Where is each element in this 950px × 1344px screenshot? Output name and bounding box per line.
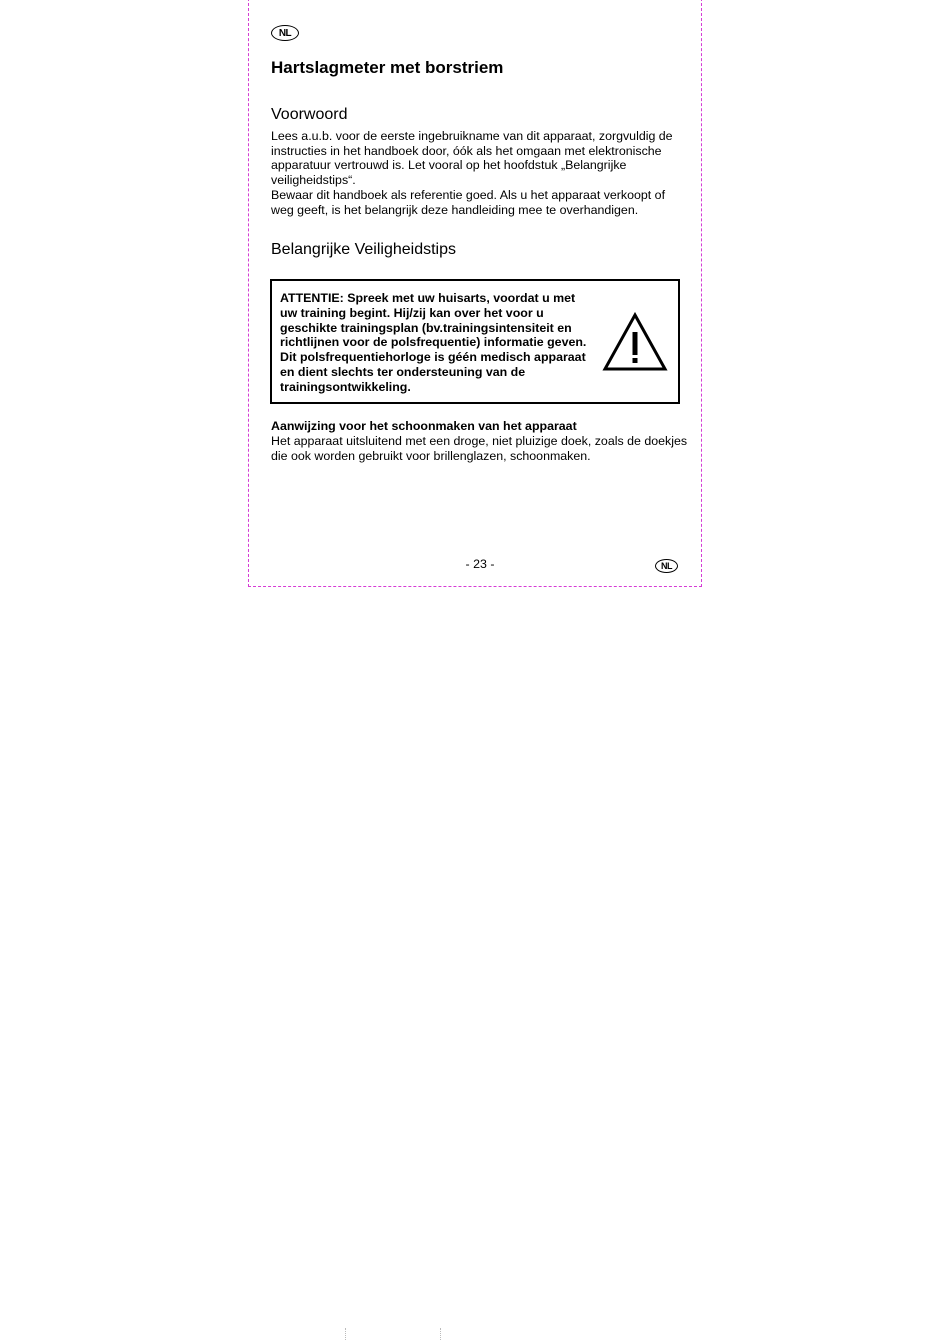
safety-heading: Belangrijke Veiligheidstips — [271, 241, 456, 258]
language-badge-bottom: NL — [655, 559, 678, 573]
page-number: - 23 - — [465, 557, 495, 571]
voorwoord-heading: Voorwoord — [271, 106, 348, 123]
voorwoord-paragraph-2: Bewaar dit handboek als referentie goed. Als u het apparaat verkoopt of weg geeft, is het belangrijk deze handleiding mee te overhandigen. — [271, 188, 666, 217]
warning-text: ATTENTIE: Spreek met uw huisarts, voordat u met uw training begint. Hij/zij kan over het voor u geschikte trainingsplan (bv.trainingsintensiteit en richtlijnen voor de polsfrequentie) informatie geven. Dit polsfrequentiehorloge is géén medisch apparaat en dient slechts ter ondersteuning van de trainingsontwikkeling. — [280, 291, 587, 394]
cleaning-heading: Aanwijzing voor het schoonmaken van het apparaat — [271, 419, 577, 433]
warning-triangle-icon — [602, 312, 668, 372]
warning-box — [270, 279, 680, 404]
cleaning-text: Het apparaat uitsluitend met een droge, niet pluizige doek, zoals de doekjes die ook worden gebruikt voor brillenglazen, schoonmaken. — [271, 434, 688, 463]
language-badge-top: NL — [271, 25, 299, 41]
crop-mark — [345, 1328, 347, 1340]
voorwoord-paragraph-1: Lees a.u.b. voor de eerste ingebruikname van dit apparaat, zorgvuldig de instructies in het handboek door, óók als het omgaan met elektronische apparatuur vertrouwd is. Let vooral op het hoofdstuk „Belangrijke veiligheidstips“. — [271, 129, 673, 188]
document-title: Hartslagmeter met borstriem — [271, 58, 504, 77]
crop-mark — [440, 1328, 442, 1340]
